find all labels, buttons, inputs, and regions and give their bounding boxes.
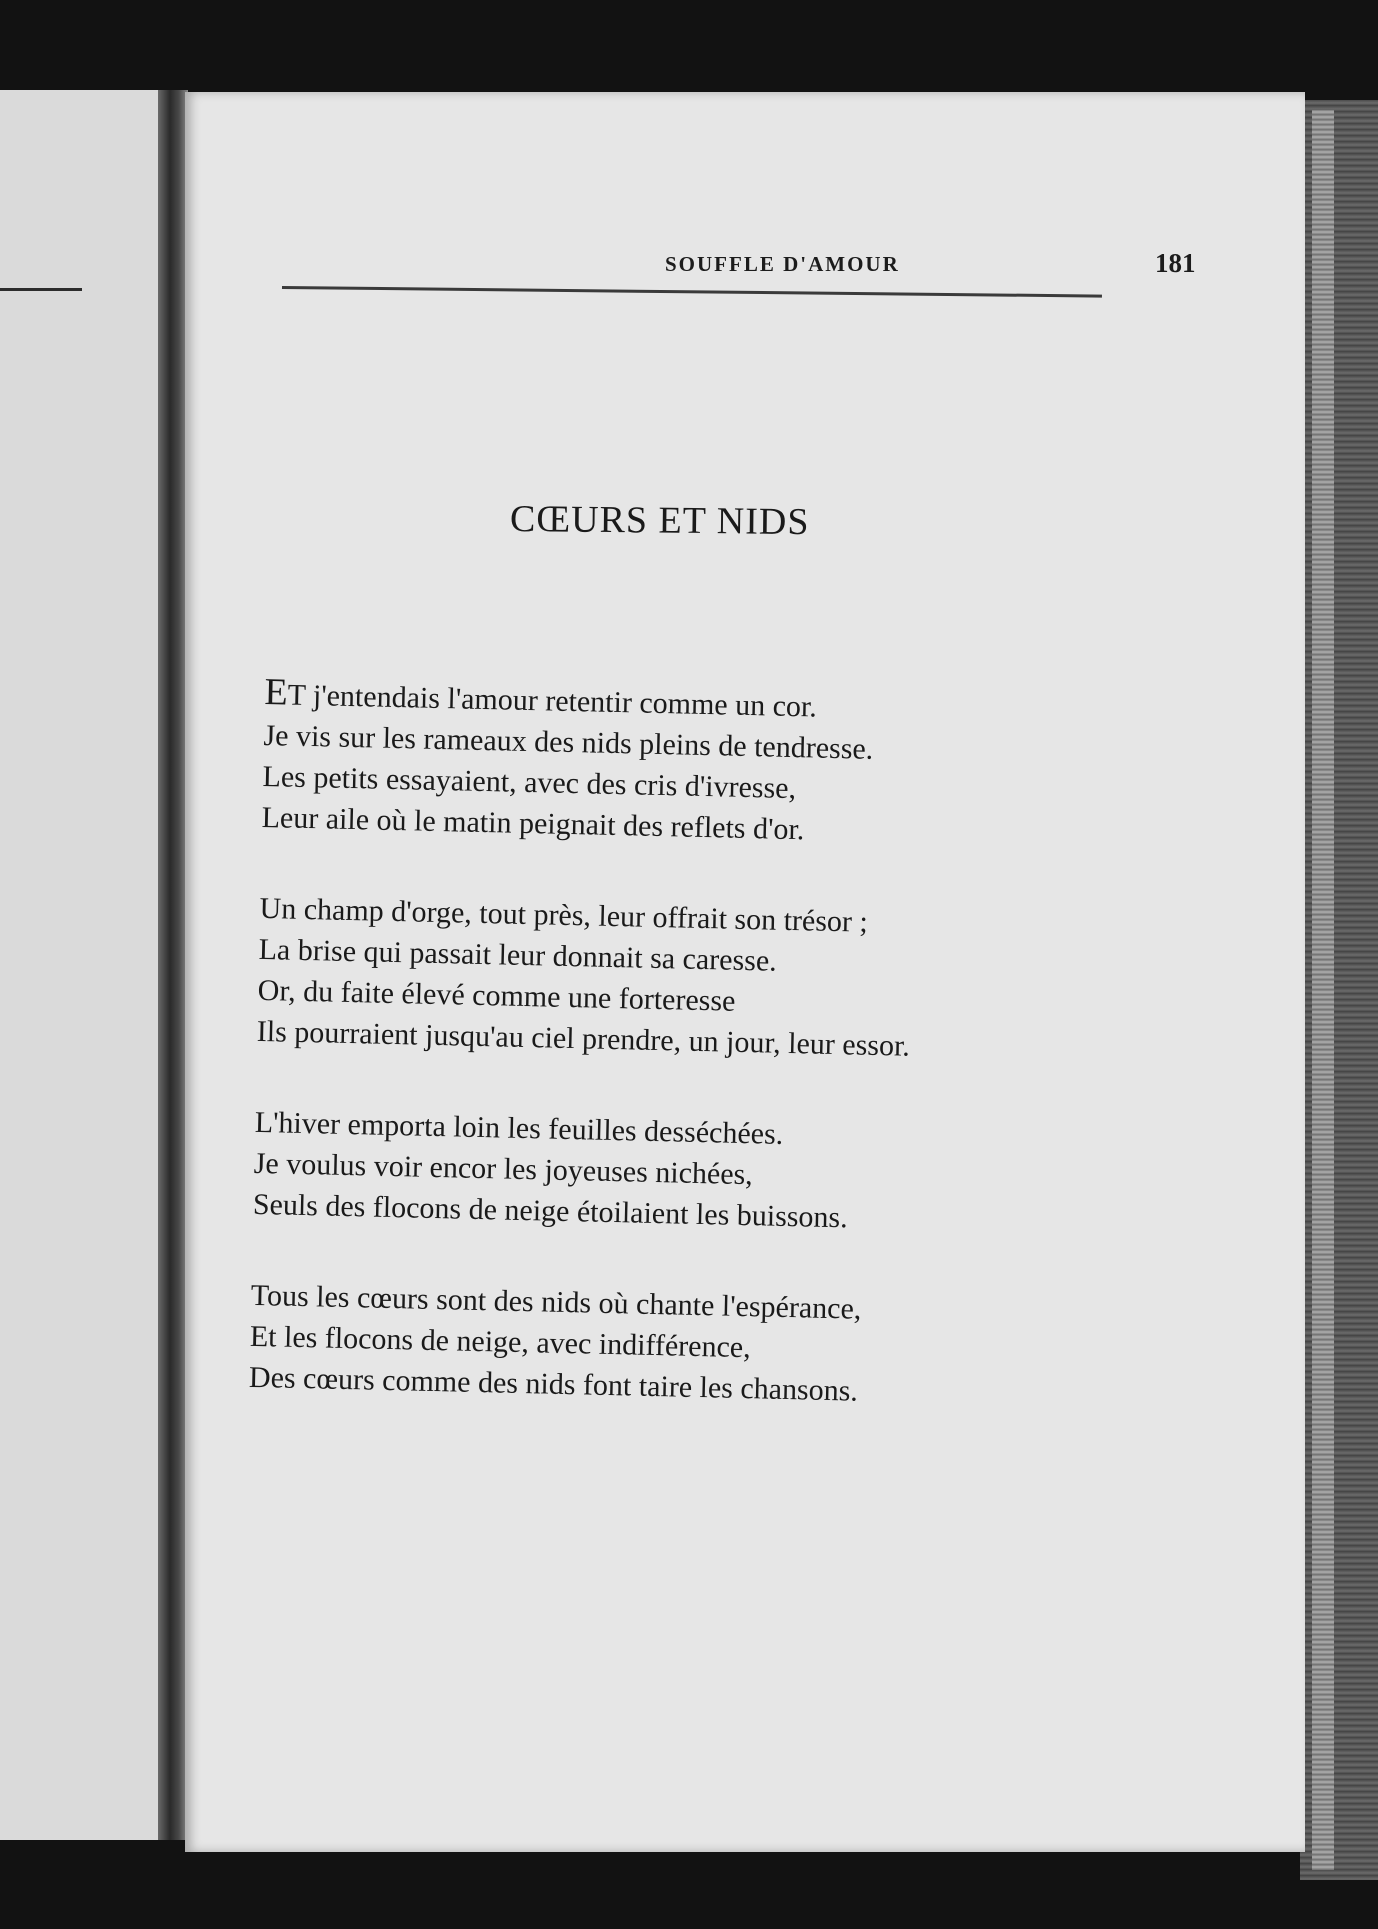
running-head: [285, 248, 1285, 292]
stanza-1: [261, 672, 1265, 861]
poem-line: Un champ d'orge, tout près, leur offrait son trésor ;: [259, 891, 869, 939]
poem-line: Les petits essayaient, avec des cris d'ivresse,: [262, 759, 797, 806]
poem-line: Je vis sur les rameaux des nids pleins de tendresse.: [263, 718, 874, 766]
facing-page-header-rule: [0, 288, 82, 291]
book-gutter: [158, 90, 188, 1840]
running-title: SOUFFLE D'AMOUR: [665, 252, 900, 276]
poem-line: Tous les cœurs sont des nids où chante l'espérance,: [250, 1278, 862, 1326]
stanza-3: [252, 1102, 1255, 1248]
poem-line: Des cœurs comme des nids font taire les chansons.: [248, 1360, 859, 1408]
poem-line: L'hiver emporta loin les feuilles desséchées.: [254, 1105, 784, 1151]
page-number: 181: [1155, 248, 1196, 278]
poem-line: Leur aile où le matin peignait des reflets d'or.: [261, 800, 805, 847]
first-line-text: T j'entendais l'amour retentir comme un cor.: [287, 678, 818, 724]
book-page: [185, 92, 1305, 1852]
facing-page-left: [0, 90, 180, 1840]
poem-line: Or, du faite élevé comme une forteresse: [257, 973, 736, 1018]
poem-line: Ils pourraient jusqu'au ciel prendre, un jour, leur essor.: [256, 1014, 911, 1063]
stanza-4: [249, 1275, 1252, 1421]
poem-line: Et les flocons de neige, avec indifférence,: [249, 1319, 752, 1365]
book-fore-edge-highlight: [1312, 110, 1334, 1870]
poem-line: Seuls des flocons de neige étoilaient les buissons.: [252, 1187, 849, 1235]
poem-line: Je voulus voir encor les joyeuses nichées,: [253, 1146, 754, 1192]
drop-cap: E: [264, 671, 289, 714]
poem-body: [247, 672, 1264, 1470]
poem-title: CŒURS ET NIDS: [509, 498, 810, 544]
poem-line: La brise qui passait leur donnait sa caresse.: [258, 932, 778, 978]
stanza-2: [256, 888, 1259, 1075]
